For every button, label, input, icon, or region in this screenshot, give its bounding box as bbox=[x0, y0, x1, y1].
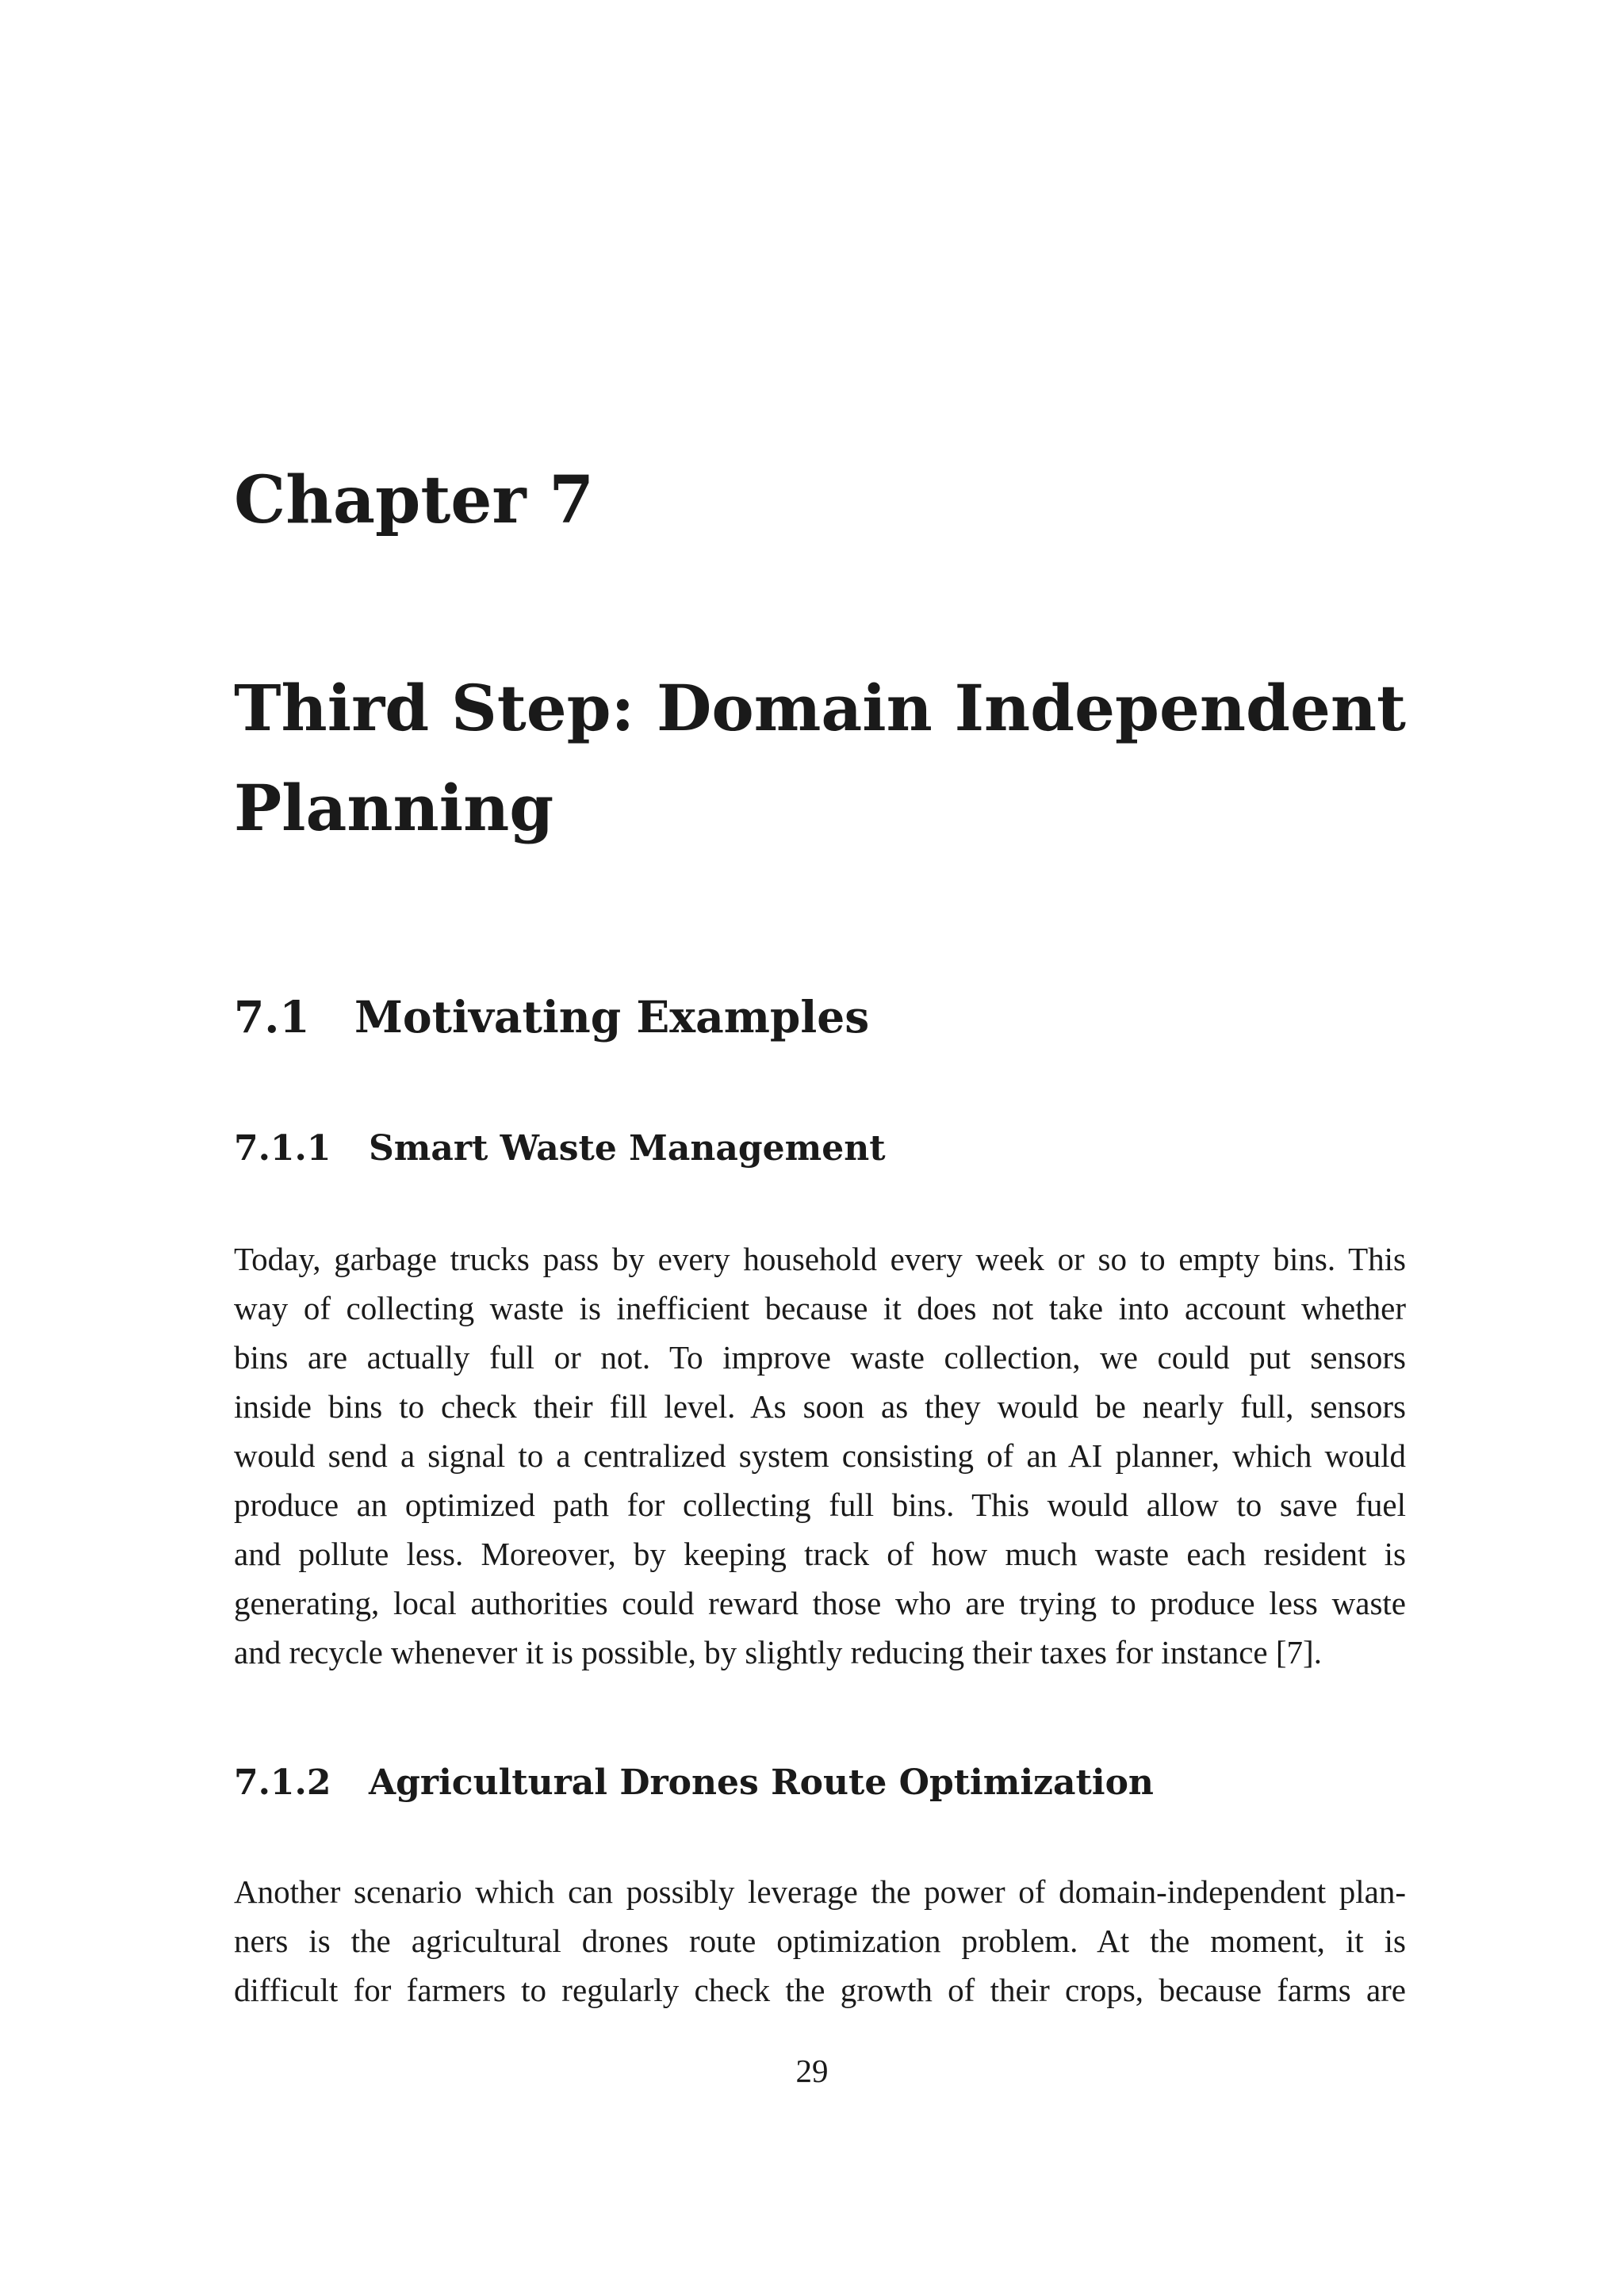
paragraph-line: ners is the agricultural drones route optimization problem. At the moment, it is bbox=[234, 1923, 1406, 1959]
page-number: 29 bbox=[795, 2053, 829, 2089]
subsection-heading-agricultural-drones bbox=[234, 1764, 1154, 1802]
chapter-label: Chapter 7 bbox=[234, 462, 595, 538]
paragraph-smart-waste bbox=[234, 1234, 1406, 1677]
chapter-title: Third Step: Domain Independent Planning bbox=[234, 671, 1406, 845]
paragraph-line: would send a signal to a centralized system consisting of an AI planner, which would bbox=[234, 1437, 1406, 1474]
paragraph-line: produce an optimized path for collecting full bins. This would allow to save fuel bbox=[234, 1487, 1406, 1523]
paragraph-line: Another scenario which can possibly leverage the power of domain-independent plan- bbox=[234, 1873, 1406, 1910]
paragraph-line: inside bins to check their fill level. As soon as they would be nearly full, sensors bbox=[234, 1388, 1406, 1425]
paragraph-line: generating, local authorities could reward those who are trying to produce less waste bbox=[234, 1585, 1406, 1621]
paragraph-agricultural-drones bbox=[234, 1867, 1406, 2015]
subsection-number: 7.1.2 bbox=[234, 1762, 331, 1803]
subsection-heading-smart-waste bbox=[234, 1130, 886, 1168]
subsection-number: 7.1.1 bbox=[234, 1128, 331, 1169]
paragraph-line: difficult for farmers to regularly check the growth of their crops, because farms are bbox=[234, 1972, 1406, 2008]
subsection-title: Smart Waste Management bbox=[369, 1128, 886, 1169]
paragraph-line: and recycle whenever it is possible, by slightly reducing their taxes for instance [7]. bbox=[234, 1634, 1322, 1670]
section-heading bbox=[234, 993, 869, 1042]
paragraph-line: bins are actually full or not. To improve waste collection, we could put sensors bbox=[234, 1339, 1406, 1376]
section-title: Motivating Examples bbox=[354, 991, 870, 1043]
paragraph-line: and pollute less. Moreover, by keeping track of how much waste each resident is bbox=[234, 1536, 1406, 1572]
paragraph-line: Today, garbage trucks pass by every household every week or so to empty bins. This bbox=[234, 1241, 1406, 1277]
section-number: 7.1 bbox=[234, 991, 310, 1043]
subsection-title: Agricultural Drones Route Optimization bbox=[369, 1762, 1154, 1803]
paragraph-line: way of collecting waste is inefficient because it does not take into account whether bbox=[234, 1290, 1406, 1326]
